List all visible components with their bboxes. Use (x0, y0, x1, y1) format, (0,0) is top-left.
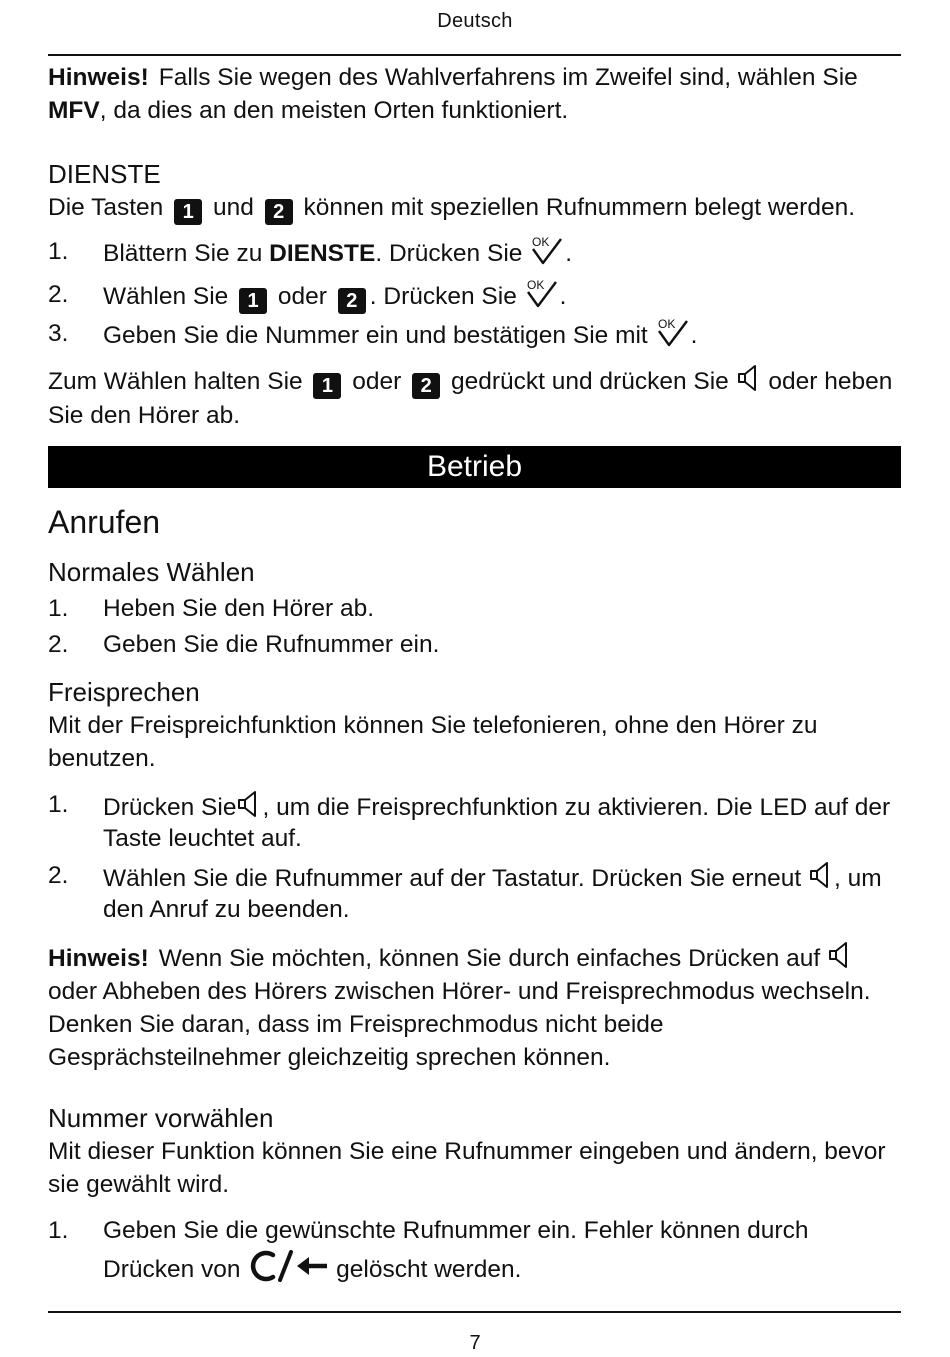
list-item (48, 592, 901, 625)
ok-icon (655, 317, 691, 347)
page-header-language: Deutsch (437, 10, 513, 32)
key-1-icon: 1 (313, 373, 341, 399)
step-text: Drücken Sie (103, 794, 237, 821)
anrufen-heading: Anrufen (48, 504, 161, 540)
step-text: Geben Sie die Rufnummer ein. (103, 631, 440, 658)
note-paragraph (48, 61, 901, 127)
step-text: , um die Freisprechfunktion zu aktivieren. Die LED auf der Taste leuchtet auf. (103, 794, 891, 852)
list-item (48, 789, 901, 854)
freisprechen-heading: Freisprechen (48, 677, 200, 707)
key-2-icon: 2 (265, 199, 293, 225)
note-paragraph (48, 940, 901, 1074)
step-number: 3. (48, 320, 69, 347)
page-content (48, 58, 901, 1288)
freisprechen-intro: Mit der Freispreichfunktion können Sie telefonieren, ohne den Hörer zu benutzen. (48, 712, 818, 772)
list-item (48, 278, 901, 314)
list-item (48, 235, 901, 270)
normales-waehlen-heading: Normales Wählen (48, 557, 255, 587)
speaker-icon (236, 789, 262, 819)
frei-steps (48, 789, 901, 925)
step-text: . (559, 283, 567, 310)
svg-text:OK: OK (532, 235, 550, 249)
step-number: 2. (48, 631, 69, 658)
dienste-intro-a: Die Tasten (48, 194, 164, 221)
note-text-b: oder Abheben des Hörers zwischen Hörer- und Freisprechmodus wechseln. Denken Sie daran, dass im Freisprechmodus nicht beide Gesprächsteilnehmer gleichzeitig sprechen können. (48, 978, 871, 1071)
step-text: Geben Sie die Nummer ein und bestätigen Sie mit (103, 322, 648, 349)
note-text-a: Falls Sie wegen des Wahlverfahrens im Zweifel sind, wählen Sie (158, 64, 858, 91)
step-number: 2. (48, 281, 69, 308)
page-number: 7 (469, 1332, 481, 1354)
vorwaehlen-intro: Mit dieser Funktion können Sie eine Rufnummer eingeben und ändern, bevor sie gewählt wird. (48, 1138, 886, 1198)
note-text-a: Wenn Sie möchten, können Sie durch einfaches Drücken auf (158, 945, 821, 972)
step-text: Heben Sie den Hörer ab. (103, 595, 375, 622)
dienste-heading: DIENSTE (48, 159, 161, 189)
step-number: 1. (48, 791, 69, 818)
step-text: Wählen Sie die Rufnummer auf der Tastatur. Drücken Sie erneut (103, 865, 802, 892)
section-banner: Betrieb (48, 446, 901, 488)
list-item (48, 628, 901, 661)
footer-rule (48, 1311, 901, 1313)
list-item (48, 1213, 901, 1288)
step-text: Geben Sie die gewünschte Rufnummer ein. Fehler können durch Drücken von (103, 1217, 809, 1283)
step-text: . Drücken Sie (369, 283, 517, 310)
step-number: 1. (48, 595, 69, 622)
svg-text:OK: OK (657, 317, 675, 331)
speaker-icon (808, 860, 834, 890)
list-item (48, 860, 901, 925)
step-number: 1. (48, 1217, 69, 1244)
key-1-icon: 1 (174, 199, 202, 225)
dial-text-d: oder heben Sie den Hörer ab. (48, 368, 893, 429)
speaker-icon (736, 363, 762, 393)
step-text: . Drücken Sie (375, 240, 523, 267)
clear-back-icon (247, 1249, 329, 1283)
step-text: . (690, 322, 698, 349)
svg-text:OK: OK (526, 278, 544, 292)
key-1-icon: 1 (239, 288, 267, 314)
key-2-icon: 2 (412, 373, 440, 399)
dienste-intro-b: und (212, 194, 254, 221)
note-text-b: , da dies an den meisten Orten funktioniert. (99, 97, 569, 124)
step-bold: DIENSTE (269, 240, 376, 267)
step-text: , um den Anruf zu beenden. (103, 865, 882, 923)
dial-text-c: gedrückt und drücken Sie (450, 368, 729, 395)
dienste-intro-c: können mit speziellen Rufnummern belegt werden. (303, 194, 856, 221)
note-label: Hinweis! (48, 945, 149, 972)
dial-text-a: Zum Wählen halten Sie (48, 368, 303, 395)
header-rule (48, 54, 901, 56)
key-2-icon: 2 (338, 288, 366, 314)
dienste-intro (48, 191, 901, 225)
dienste-dial-paragraph (48, 363, 901, 432)
vorwahl-steps (48, 1213, 901, 1288)
nummer-vorwaehlen-heading: Nummer vorwählen (48, 1103, 274, 1133)
ok-icon (529, 235, 565, 265)
speaker-icon (827, 940, 853, 970)
note-label: Hinweis! (48, 64, 149, 91)
dial-text-b: oder (352, 368, 402, 395)
step-text: Wählen Sie (103, 283, 229, 310)
step-text: gelöscht werden. (336, 1256, 522, 1283)
note-bold-mfv: MFV (48, 97, 100, 124)
step-text: Blättern Sie zu (103, 240, 270, 267)
normal-steps (48, 592, 901, 661)
dienste-steps (48, 235, 901, 352)
step-number: 2. (48, 862, 69, 889)
step-number: 1. (48, 238, 69, 265)
list-item (48, 317, 901, 352)
step-text: oder (277, 283, 327, 310)
ok-icon (524, 278, 560, 308)
step-text: . (565, 240, 573, 267)
